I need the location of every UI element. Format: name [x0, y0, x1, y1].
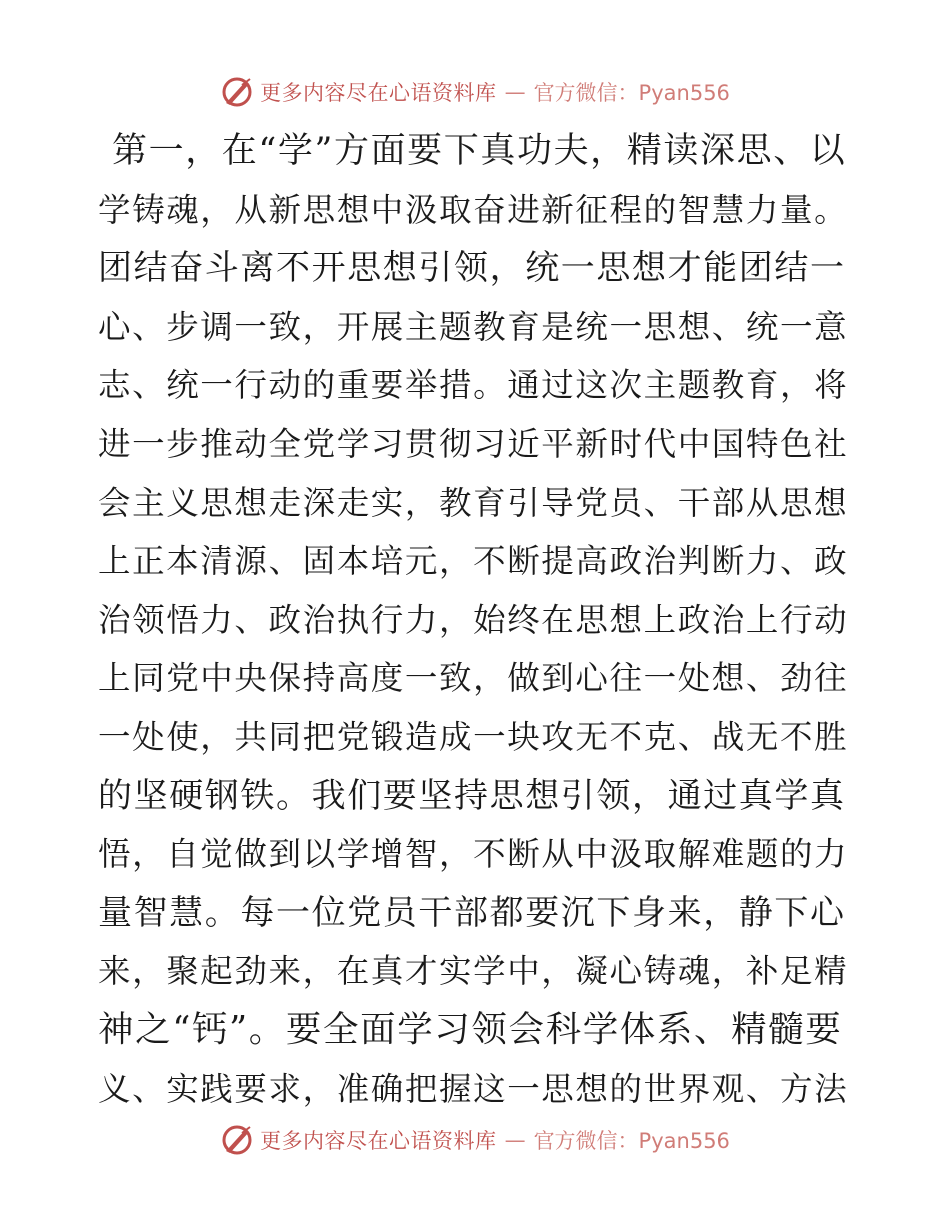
text-line: 治领悟力、政治执行力，始终在思想上政治上行动 [98, 600, 849, 639]
banner-text: 更多内容尽在心语资料库 [260, 81, 497, 105]
text-line: 上同党中央保持高度一致，做到心往一处想、劲往 [98, 659, 849, 698]
quill-circle-logo-icon [220, 75, 254, 109]
text-line: 第一，在“学”方面要下真功夫，精读深思、以 [112, 131, 847, 171]
text-line: 团结奋斗离不开思想引领，统一思想才能团结一 [98, 248, 846, 289]
text-line: 上正本清源、固本培元，不断提高政治判断力、政 [98, 542, 849, 581]
banner-separator: — [504, 1128, 526, 1152]
quill-circle-logo-icon [220, 1123, 254, 1157]
banner-wechat: 官方微信：Pyan556 [533, 1129, 730, 1153]
footer-banner [0, 1120, 950, 1160]
banner-separator: — [504, 80, 526, 104]
text-line: 义、实践要求，准确把握这一思想的世界观、方法 [98, 1069, 849, 1108]
header-banner [0, 72, 950, 112]
text-line: 来，聚起劲来，在真才实学中，凝心铸魂，补足精 [98, 952, 849, 991]
text-line: 一处使，共同把党锻造成一块攻无不克、战无不胜 [98, 718, 849, 756]
text-line: 心、步调一致，开展主题教育是统一思想、统一意 [98, 307, 849, 346]
text-line: 量智慧。每一位党员干部都要沉下身来，静下心 [98, 892, 846, 933]
text-line: 进一步推动全党学习贯彻习近平新时代中国特色社 [98, 425, 849, 463]
banner-text: 更多内容尽在心语资料库 [260, 1129, 497, 1153]
text-line: 会主义思想走深走实，教育引导党员、干部从思想 [98, 483, 849, 522]
text-line: 的坚硬钢铁。我们要坚持思想引领，通过真学真 [98, 775, 846, 816]
text-line: 志、统一行动的重要举措。通过这次主题教育，将 [98, 366, 849, 405]
text-line: 悟，自觉做到以学增智，不断从中汲取解难题的力 [98, 835, 849, 874]
text-line: 神之“钙”。要全面学习领会科学体系、精髓要 [98, 1009, 843, 1050]
banner-wechat: 官方微信：Pyan556 [533, 81, 730, 105]
text-line: 学铸魂，从新思想中汲取奋进新征程的智慧力量。 [98, 190, 849, 229]
